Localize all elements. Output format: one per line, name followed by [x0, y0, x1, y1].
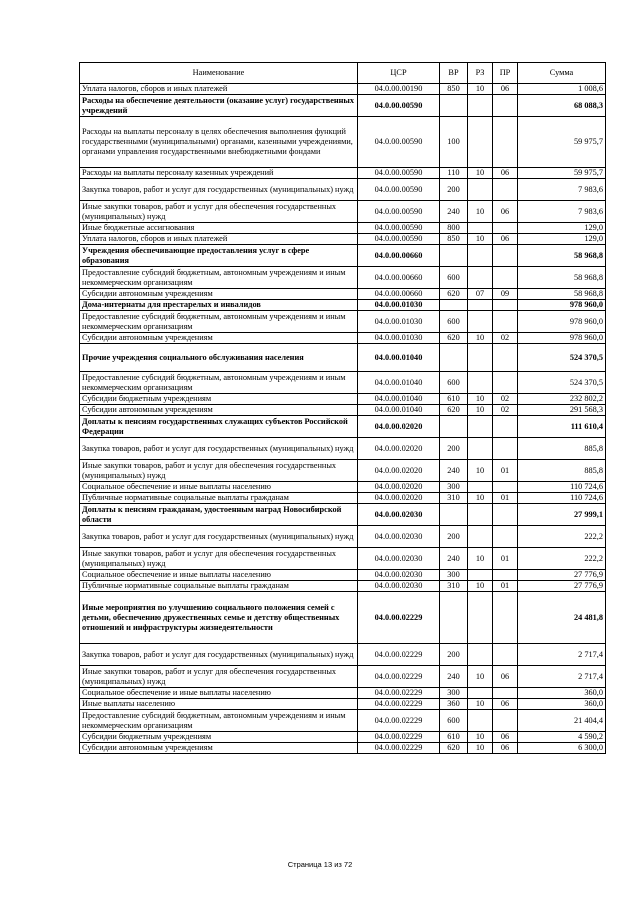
cell-vr: 850	[440, 234, 468, 245]
cell-sum: 27 776,9	[518, 581, 606, 592]
cell-sum: 222,2	[518, 548, 606, 570]
table-row	[80, 581, 606, 592]
cell-rz	[468, 344, 493, 372]
cell-vr: 100	[440, 117, 468, 168]
cell-rz: 10	[468, 581, 493, 592]
cell-pr	[493, 300, 518, 311]
cell-vr: 310	[440, 493, 468, 504]
cell-sum: 129,0	[518, 223, 606, 234]
cell-name: Иные бюджетные ассигнования	[80, 223, 358, 234]
cell-name: Предоставление субсидий бюджетным, автономным учреждениям и иным некоммерческим организациям	[80, 311, 358, 333]
cell-rz	[468, 179, 493, 201]
cell-vr: 620	[440, 405, 468, 416]
cell-sum: 27 776,9	[518, 570, 606, 581]
cell-sum: 68 088,3	[518, 95, 606, 117]
cell-pr: 01	[493, 581, 518, 592]
table-row	[80, 548, 606, 570]
cell-csr: 04.0.00.02229	[358, 743, 440, 754]
cell-rz: 07	[468, 289, 493, 300]
cell-pr: 01	[493, 548, 518, 570]
cell-pr	[493, 95, 518, 117]
cell-name: Учреждения обеспечивающие предоставления услуг в сфере образования	[80, 245, 358, 267]
cell-vr: 610	[440, 394, 468, 405]
cell-csr: 04.0.00.01040	[358, 372, 440, 394]
cell-rz	[468, 570, 493, 581]
cell-rz	[468, 644, 493, 666]
cell-sum: 21 404,4	[518, 710, 606, 732]
cell-vr: 200	[440, 526, 468, 548]
cell-name: Иные выплаты населению	[80, 699, 358, 710]
cell-csr: 04.0.00.02229	[358, 710, 440, 732]
cell-rz: 10	[468, 394, 493, 405]
cell-vr: 620	[440, 333, 468, 344]
cell-rz	[468, 223, 493, 234]
cell-name: Расходы на выплаты персоналу в целях обеспечения выполнения функций государственными (муниципальными) органами, казенными учреждениями, органами управления государственными внебюджетными фондами	[80, 117, 358, 168]
cell-sum: 524 370,5	[518, 372, 606, 394]
cell-pr: 06	[493, 168, 518, 179]
cell-name: Закупка товаров, работ и услуг для государственных (муниципальных) нужд	[80, 526, 358, 548]
cell-csr: 04.0.00.01030	[358, 300, 440, 311]
cell-csr: 04.0.00.01040	[358, 394, 440, 405]
cell-pr: 01	[493, 460, 518, 482]
cell-pr	[493, 482, 518, 493]
cell-pr: 09	[493, 289, 518, 300]
table-row	[80, 666, 606, 688]
cell-pr	[493, 245, 518, 267]
cell-pr	[493, 344, 518, 372]
cell-vr: 110	[440, 168, 468, 179]
cell-name: Уплата налогов, сборов и иных платежей	[80, 234, 358, 245]
cell-pr: 06	[493, 732, 518, 743]
cell-name: Субсидии автономным учреждениям	[80, 289, 358, 300]
cell-rz: 10	[468, 699, 493, 710]
cell-rz	[468, 688, 493, 699]
cell-name: Субсидии бюджетным учреждениям	[80, 394, 358, 405]
table-row	[80, 311, 606, 333]
cell-sum: 885,8	[518, 460, 606, 482]
cell-csr: 04.0.00.02229	[358, 666, 440, 688]
cell-rz	[468, 416, 493, 438]
table-row	[80, 289, 606, 300]
cell-rz	[468, 526, 493, 548]
cell-pr	[493, 223, 518, 234]
table-row	[80, 168, 606, 179]
cell-csr: 04.0.00.01030	[358, 311, 440, 333]
cell-csr: 04.0.00.00590	[358, 95, 440, 117]
cell-csr: 04.0.00.02229	[358, 644, 440, 666]
cell-csr: 04.0.00.02020	[358, 493, 440, 504]
table-header-row	[80, 63, 606, 84]
cell-vr	[440, 344, 468, 372]
cell-pr	[493, 416, 518, 438]
cell-rz: 10	[468, 84, 493, 95]
header-csr: ЦСР	[358, 63, 440, 84]
cell-sum: 59 975,7	[518, 168, 606, 179]
cell-csr: 04.0.00.00190	[358, 84, 440, 95]
table-row	[80, 405, 606, 416]
cell-sum: 885,8	[518, 438, 606, 460]
cell-rz	[468, 372, 493, 394]
cell-rz: 10	[468, 666, 493, 688]
cell-pr: 06	[493, 743, 518, 754]
cell-sum: 111 610,4	[518, 416, 606, 438]
cell-sum: 129,0	[518, 234, 606, 245]
table-row	[80, 223, 606, 234]
table-row	[80, 699, 606, 710]
cell-rz	[468, 482, 493, 493]
cell-csr: 04.0.00.02229	[358, 688, 440, 699]
cell-name: Иные закупки товаров, работ и услуг для обеспечения государственных (муниципальных) нужд	[80, 460, 358, 482]
table-row	[80, 344, 606, 372]
cell-sum: 7 983,6	[518, 201, 606, 223]
cell-vr: 610	[440, 732, 468, 743]
cell-name: Иные закупки товаров, работ и услуг для обеспечения государственных (муниципальных) нужд	[80, 201, 358, 223]
cell-rz: 10	[468, 333, 493, 344]
cell-csr: 04.0.00.02030	[358, 548, 440, 570]
cell-name: Предоставление субсидий бюджетным, автономным учреждениям и иным некоммерческим организациям	[80, 710, 358, 732]
header-pr: ПР	[493, 63, 518, 84]
cell-name: Уплата налогов, сборов и иных платежей	[80, 84, 358, 95]
cell-csr: 04.0.00.02030	[358, 504, 440, 526]
cell-pr	[493, 504, 518, 526]
table-row	[80, 438, 606, 460]
header-vr: ВР	[440, 63, 468, 84]
cell-vr	[440, 95, 468, 117]
cell-sum: 360,0	[518, 699, 606, 710]
cell-sum: 110 724,6	[518, 482, 606, 493]
cell-name: Субсидии автономным учреждениям	[80, 333, 358, 344]
cell-sum: 4 590,2	[518, 732, 606, 743]
cell-csr: 04.0.00.02020	[358, 416, 440, 438]
cell-vr: 600	[440, 710, 468, 732]
cell-vr	[440, 245, 468, 267]
table-row	[80, 592, 606, 644]
cell-name: Социальное обеспечение и иные выплаты населению	[80, 482, 358, 493]
cell-sum: 524 370,5	[518, 344, 606, 372]
cell-name: Дома-интернаты для престарелых и инвалидов	[80, 300, 358, 311]
table-row	[80, 333, 606, 344]
cell-pr	[493, 570, 518, 581]
cell-name: Социальное обеспечение и иные выплаты населению	[80, 688, 358, 699]
table-row	[80, 710, 606, 732]
cell-sum: 24 481,8	[518, 592, 606, 644]
cell-sum: 2 717,4	[518, 644, 606, 666]
cell-sum: 58 968,8	[518, 267, 606, 289]
header-name: Наименование	[80, 63, 358, 84]
cell-csr: 04.0.00.00660	[358, 267, 440, 289]
table-body	[80, 84, 606, 754]
cell-csr: 04.0.00.00590	[358, 201, 440, 223]
cell-vr: 360	[440, 699, 468, 710]
cell-pr	[493, 267, 518, 289]
table-row	[80, 416, 606, 438]
cell-name: Социальное обеспечение и иные выплаты населению	[80, 570, 358, 581]
table-row	[80, 179, 606, 201]
cell-sum: 978 960,0	[518, 300, 606, 311]
cell-sum: 222,2	[518, 526, 606, 548]
cell-pr	[493, 311, 518, 333]
budget-table	[79, 62, 606, 754]
cell-vr: 300	[440, 482, 468, 493]
cell-sum: 27 999,1	[518, 504, 606, 526]
cell-pr	[493, 710, 518, 732]
cell-sum: 978 960,0	[518, 333, 606, 344]
table-row	[80, 570, 606, 581]
table-row	[80, 688, 606, 699]
cell-csr: 04.0.00.02229	[358, 732, 440, 743]
cell-rz: 10	[468, 732, 493, 743]
cell-name: Расходы на выплаты персоналу казенных учреждений	[80, 168, 358, 179]
cell-vr: 850	[440, 84, 468, 95]
cell-vr: 240	[440, 460, 468, 482]
cell-pr	[493, 644, 518, 666]
cell-rz: 10	[468, 201, 493, 223]
table-row	[80, 493, 606, 504]
cell-pr: 06	[493, 699, 518, 710]
cell-pr	[493, 179, 518, 201]
table-row	[80, 372, 606, 394]
cell-pr	[493, 117, 518, 168]
cell-rz	[468, 95, 493, 117]
cell-sum: 59 975,7	[518, 117, 606, 168]
table-row	[80, 84, 606, 95]
cell-name: Закупка товаров, работ и услуг для государственных (муниципальных) нужд	[80, 438, 358, 460]
cell-pr: 06	[493, 84, 518, 95]
table-row	[80, 743, 606, 754]
cell-name: Расходы на обеспечение деятельности (оказание услуг) государственных учреждений	[80, 95, 358, 117]
cell-name: Иные закупки товаров, работ и услуг для обеспечения государственных (муниципальных) нужд	[80, 548, 358, 570]
cell-name: Субсидии автономным учреждениям	[80, 405, 358, 416]
cell-pr: 02	[493, 333, 518, 344]
cell-sum: 360,0	[518, 688, 606, 699]
cell-sum: 7 983,6	[518, 179, 606, 201]
cell-csr: 04.0.00.02030	[358, 526, 440, 548]
table-row	[80, 267, 606, 289]
table-row	[80, 201, 606, 223]
cell-vr: 620	[440, 289, 468, 300]
cell-pr	[493, 526, 518, 548]
cell-sum: 978 960,0	[518, 311, 606, 333]
cell-csr: 04.0.00.01040	[358, 405, 440, 416]
cell-vr: 600	[440, 311, 468, 333]
cell-rz: 10	[468, 234, 493, 245]
cell-pr: 02	[493, 405, 518, 416]
cell-sum: 2 717,4	[518, 666, 606, 688]
cell-csr: 04.0.00.00660	[358, 245, 440, 267]
cell-vr	[440, 592, 468, 644]
table-row	[80, 95, 606, 117]
cell-vr: 240	[440, 666, 468, 688]
cell-pr: 06	[493, 201, 518, 223]
cell-rz	[468, 438, 493, 460]
cell-rz	[468, 245, 493, 267]
cell-rz	[468, 300, 493, 311]
cell-sum: 1 008,6	[518, 84, 606, 95]
cell-name: Предоставление субсидий бюджетным, автономным учреждениям и иным некоммерческим организациям	[80, 372, 358, 394]
cell-csr: 04.0.00.01030	[358, 333, 440, 344]
cell-name: Публичные нормативные социальные выплаты гражданам	[80, 493, 358, 504]
cell-name: Доплаты к пенсиям гражданам, удостоенным наград Новосибирской области	[80, 504, 358, 526]
cell-csr: 04.0.00.02020	[358, 482, 440, 493]
cell-sum: 110 724,6	[518, 493, 606, 504]
cell-sum: 58 968,8	[518, 289, 606, 300]
cell-vr	[440, 416, 468, 438]
table-row	[80, 526, 606, 548]
cell-pr: 01	[493, 493, 518, 504]
cell-vr	[440, 504, 468, 526]
table-row	[80, 732, 606, 743]
cell-vr: 600	[440, 372, 468, 394]
cell-csr: 04.0.00.02030	[358, 581, 440, 592]
cell-rz	[468, 504, 493, 526]
cell-vr: 310	[440, 581, 468, 592]
cell-name: Публичные нормативные социальные выплаты гражданам	[80, 581, 358, 592]
cell-name: Иные закупки товаров, работ и услуг для обеспечения государственных (муниципальных) нужд	[80, 666, 358, 688]
cell-pr	[493, 688, 518, 699]
cell-vr	[440, 300, 468, 311]
cell-sum: 291 568,3	[518, 405, 606, 416]
cell-csr: 04.0.00.00660	[358, 289, 440, 300]
cell-vr: 300	[440, 688, 468, 699]
cell-rz	[468, 267, 493, 289]
cell-sum: 6 300,0	[518, 743, 606, 754]
cell-name: Закупка товаров, работ и услуг для государственных (муниципальных) нужд	[80, 644, 358, 666]
table-row	[80, 234, 606, 245]
header-rz: РЗ	[468, 63, 493, 84]
page-number: Страница 13 из 72	[287, 860, 353, 869]
cell-csr: 04.0.00.02030	[358, 570, 440, 581]
cell-name: Закупка товаров, работ и услуг для государственных (муниципальных) нужд	[80, 179, 358, 201]
table-row	[80, 644, 606, 666]
table-row	[80, 245, 606, 267]
cell-csr: 04.0.00.01040	[358, 344, 440, 372]
cell-name: Субсидии автономным учреждениям	[80, 743, 358, 754]
table-row	[80, 482, 606, 493]
cell-pr: 02	[493, 394, 518, 405]
table-row	[80, 117, 606, 168]
cell-csr: 04.0.00.00590	[358, 168, 440, 179]
cell-sum: 232 802,2	[518, 394, 606, 405]
cell-name: Иные мероприятия по улучшению социального положения семей с детьми, обеспечению дружественных семье и детству общественных отношений и инфраструктуры жизнедеятельности	[80, 592, 358, 644]
cell-name: Прочие учреждения социального обслуживания населения	[80, 344, 358, 372]
header-sum: Сумма	[518, 63, 606, 84]
cell-rz	[468, 592, 493, 644]
cell-vr: 200	[440, 179, 468, 201]
cell-pr	[493, 438, 518, 460]
table-row	[80, 460, 606, 482]
cell-csr: 04.0.00.00590	[358, 179, 440, 201]
cell-rz: 10	[468, 548, 493, 570]
cell-rz: 10	[468, 405, 493, 416]
cell-vr: 200	[440, 438, 468, 460]
cell-vr: 800	[440, 223, 468, 234]
cell-csr: 04.0.00.02020	[358, 460, 440, 482]
cell-rz: 10	[468, 460, 493, 482]
table-row	[80, 394, 606, 405]
cell-rz	[468, 710, 493, 732]
cell-pr	[493, 592, 518, 644]
cell-csr: 04.0.00.00590	[358, 117, 440, 168]
cell-csr: 04.0.00.00590	[358, 234, 440, 245]
cell-name: Субсидии бюджетным учреждениям	[80, 732, 358, 743]
cell-vr: 300	[440, 570, 468, 581]
cell-name: Доплаты к пенсиям государственных служащих субъектов Российской Федерации	[80, 416, 358, 438]
cell-sum: 58 968,8	[518, 245, 606, 267]
cell-pr: 06	[493, 666, 518, 688]
cell-vr: 620	[440, 743, 468, 754]
cell-rz: 10	[468, 743, 493, 754]
cell-rz	[468, 117, 493, 168]
cell-name: Предоставление субсидий бюджетным, автономным учреждениям и иным некоммерческим организациям	[80, 267, 358, 289]
cell-csr: 04.0.00.02229	[358, 699, 440, 710]
cell-csr: 04.0.00.02020	[358, 438, 440, 460]
cell-rz: 10	[468, 493, 493, 504]
cell-rz: 10	[468, 168, 493, 179]
cell-csr: 04.0.00.00590	[358, 223, 440, 234]
cell-vr: 200	[440, 644, 468, 666]
cell-rz	[468, 311, 493, 333]
cell-csr: 04.0.00.02229	[358, 592, 440, 644]
cell-vr: 240	[440, 201, 468, 223]
cell-pr: 06	[493, 234, 518, 245]
table-row	[80, 300, 606, 311]
cell-pr	[493, 372, 518, 394]
table-row	[80, 504, 606, 526]
cell-vr: 600	[440, 267, 468, 289]
cell-vr: 240	[440, 548, 468, 570]
